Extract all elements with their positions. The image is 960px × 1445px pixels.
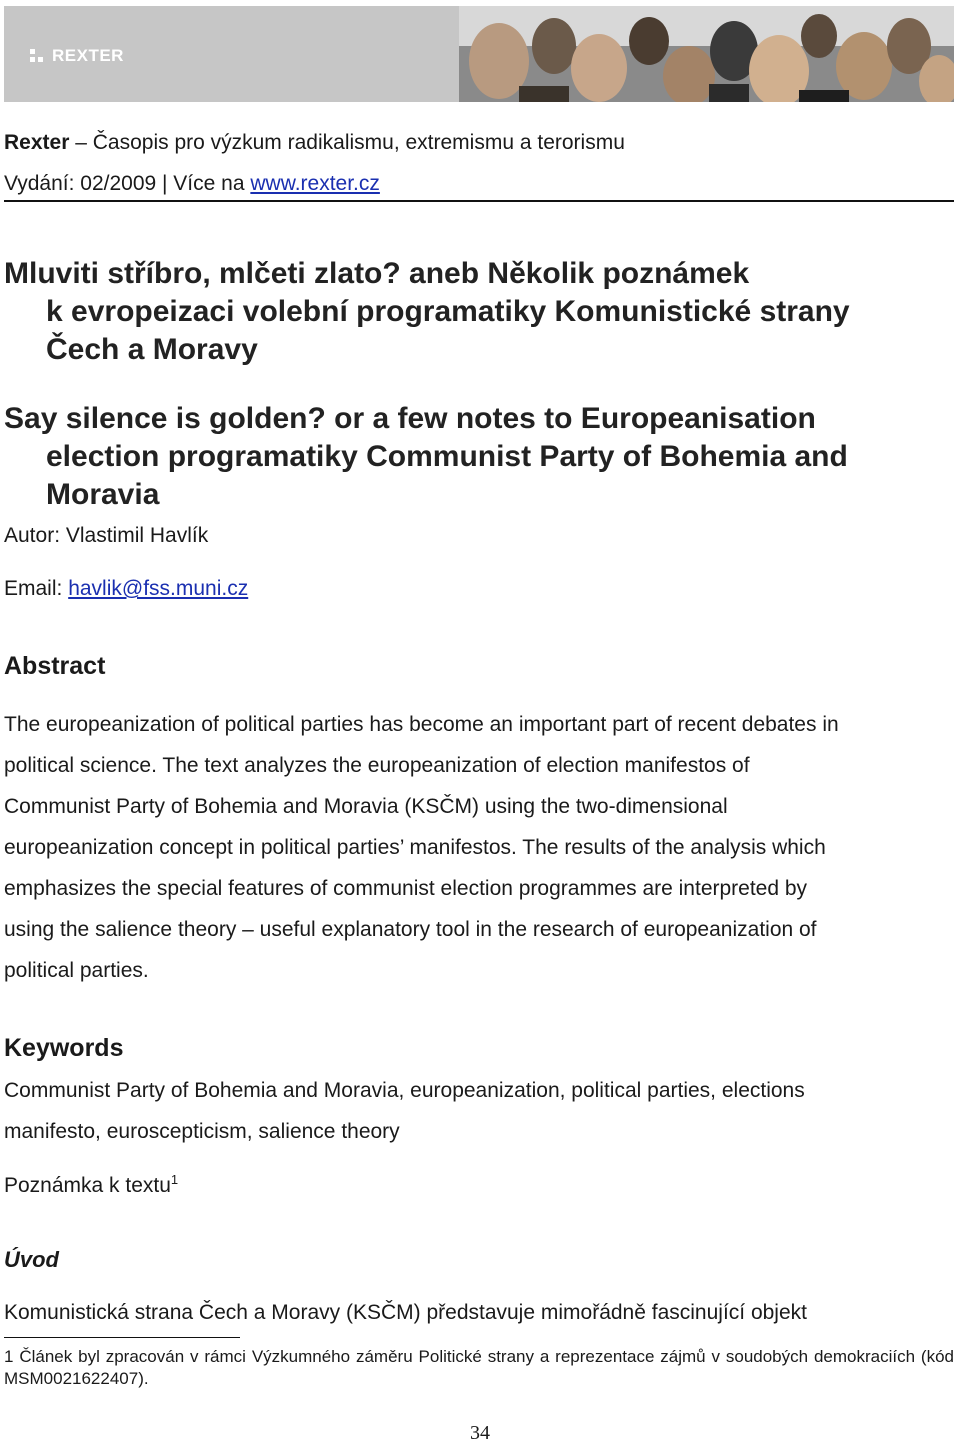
footnote-ref[interactable]: 1 <box>170 1172 179 1187</box>
footnote-rule <box>4 1337 240 1338</box>
abstract-heading: Abstract <box>4 652 106 680</box>
author-line: Autor: Vlastimil Havlík <box>4 524 209 547</box>
keywords-line: Communist Party of Bohemia and Moravia, europeanization, political parties, elections <box>4 1079 805 1102</box>
abstract-line: The europeanization of political parties has become an important part of recent debates in <box>4 713 839 736</box>
keywords-line: manifesto, euroscepticism, salience theory <box>4 1120 400 1143</box>
text-note-label: Poznámka k textu <box>4 1174 171 1197</box>
email-label: Email: <box>4 577 69 600</box>
keywords-body <box>4 1070 954 1152</box>
title-en-line: election programatiky Communist Party of Bohemia and <box>46 440 848 473</box>
issue-text: Vydání: 02/2009 | Více na <box>4 172 251 195</box>
issue-line <box>4 172 380 196</box>
title-cz <box>4 255 850 369</box>
title-en-line: Moravia <box>46 478 160 511</box>
footnote-text: Článek byl zpracován v rámci Výzkumného záměru Politické strany a reprezentace zájmů v soudobých demokraciích (kód MSM0021622407). <box>4 1347 954 1388</box>
title-en-line: Say silence is golden? or a few notes to Europeanisation <box>4 402 816 435</box>
title-cz-line: Čech a Moravy <box>46 333 258 366</box>
journal-line <box>4 131 625 155</box>
title-cz-line: Mluviti stříbro, mlčeti zlato? aneb Několik poznámek <box>4 257 750 290</box>
intro-heading: Úvod <box>4 1247 59 1272</box>
header-rule <box>4 200 954 202</box>
rexter-logo[interactable] <box>30 46 124 66</box>
intro-text: Komunistická strana Čech a Moravy (KSČM) představuje mimořádně fascinující objekt <box>4 1301 807 1324</box>
logo-text: REXTER <box>52 46 124 65</box>
footnote <box>4 1346 954 1390</box>
page-number: 34 <box>470 1422 490 1444</box>
abstract-line: emphasizes the special features of communist election programmes are interpreted by <box>4 877 808 900</box>
journal-name: Rexter <box>4 131 70 154</box>
text-note <box>4 1172 178 1198</box>
abstract-line: using the salience theory – useful explanatory tool in the research of europeanization of <box>4 918 817 941</box>
footnote-number: 1 <box>4 1347 14 1366</box>
crowd-photo <box>459 6 954 102</box>
journal-subtitle: Časopis pro výzkum radikalismu, extremismu a terorismu <box>92 131 625 154</box>
abstract-line: political science. The text analyzes the europeanization of election manifestos of <box>4 754 750 777</box>
abstract-body <box>4 704 954 991</box>
website-link[interactable]: www.rexter.cz <box>250 172 380 195</box>
abstract-line: Communist Party of Bohemia and Moravia (KSČM) using the two-dimensional <box>4 795 728 818</box>
title-en <box>4 400 848 514</box>
logo-mark-icon <box>30 49 44 63</box>
header-banner <box>4 6 954 102</box>
email-link[interactable]: havlik@fss.muni.cz <box>68 577 249 600</box>
abstract-line: political parties. <box>4 959 149 982</box>
abstract-line: europeanization concept in political parties’ manifestos. The results of the analysis which <box>4 836 826 859</box>
keywords-heading: Keywords <box>4 1034 124 1062</box>
journal-dash: – <box>69 131 93 154</box>
title-cz-line: k evropeizaci volební programatiky Komunistické strany <box>46 295 850 328</box>
email-line <box>4 577 248 601</box>
